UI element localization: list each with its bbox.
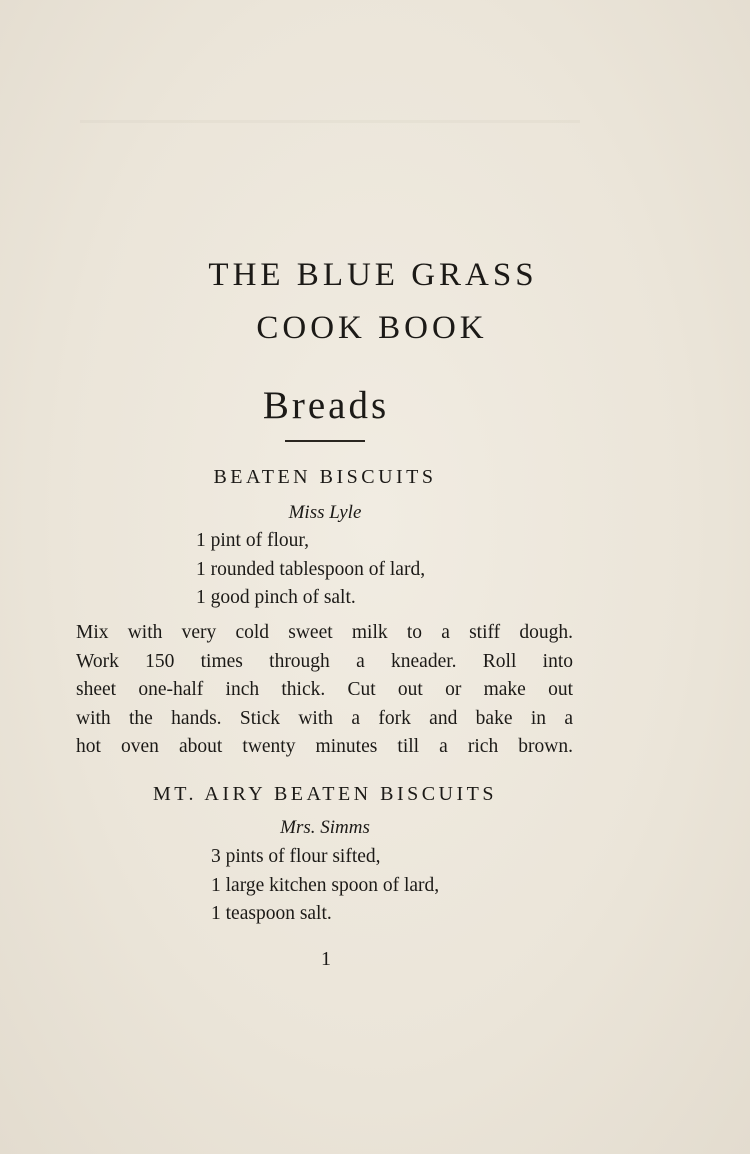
ingredient-item: 1 teaspoon salt. xyxy=(211,903,332,924)
instruction-line: Mix with very cold sweet milk to a stiff dough. xyxy=(76,622,573,643)
page-number: 1 xyxy=(321,948,331,970)
recipe-attribution: Mrs. Simms xyxy=(280,817,370,838)
ingredient-item: 1 large kitchen spoon of lard, xyxy=(211,874,440,896)
show-through-shadow xyxy=(80,120,580,123)
recipe-instructions xyxy=(76,619,573,762)
ingredient-item: 3 pints of flour sifted, xyxy=(211,846,381,867)
recipe-title: MT. AIRY BEATEN BISCUITS xyxy=(152,783,498,805)
book-title-line-2: COOK BOOK xyxy=(256,310,488,346)
ingredient-item: 1 rounded tablespoon of lard, xyxy=(196,558,426,580)
instruction-line: with the hands. Stick with a fork and bake in a xyxy=(76,707,573,729)
recipe-title: BEATEN BISCUITS xyxy=(213,466,437,488)
book-title-line-1: THE BLUE GRASS xyxy=(208,257,538,293)
instruction-line: hot oven about twenty minutes till a rich brown. xyxy=(76,736,573,757)
ingredient-item: 1 pint of flour, xyxy=(196,530,309,551)
ingredient-item: 1 good pinch of salt. xyxy=(196,587,356,608)
instruction-line: Work 150 times through a kneader. Roll into xyxy=(76,650,573,672)
section-title: Breads xyxy=(262,384,390,427)
instruction-line: sheet one-half inch thick. Cut out or make out xyxy=(76,679,573,700)
ingredient-list xyxy=(211,843,439,929)
ingredient-list xyxy=(196,527,425,613)
section-divider xyxy=(285,440,365,442)
recipe-attribution: Miss Lyle xyxy=(288,502,362,523)
